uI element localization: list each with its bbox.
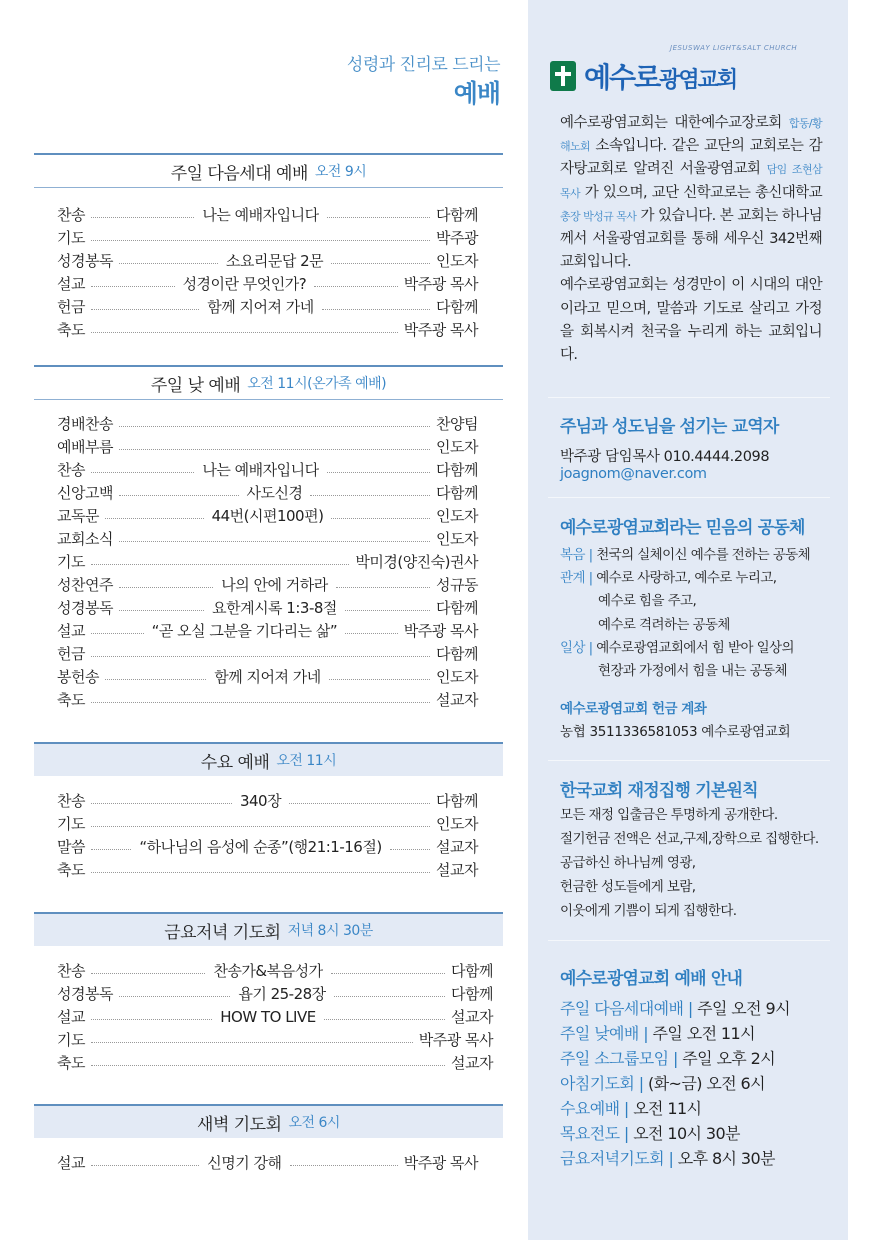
row-leader: 다함께 [436, 298, 478, 316]
row-content: “하나님의 음성에 순종”(행21:1-16절) [139, 838, 382, 856]
community-title: 예수로광염교회라는 믿음의 공동체 [560, 518, 805, 538]
divider [548, 397, 830, 398]
row-label: 찬송 [57, 792, 85, 810]
dot-leader [329, 679, 430, 680]
dot-leader [91, 472, 194, 473]
schedule-item: 주일 소그룹모임 | 주일 오후 2시 [560, 1049, 776, 1068]
service-row [57, 858, 478, 881]
row-label: 축도 [57, 861, 85, 879]
row-label: 설교 [57, 275, 85, 293]
principle-line: 절기헌금 전액은 선교,구제,장학으로 집행한다. [560, 831, 819, 847]
row-label: 찬송 [57, 206, 85, 224]
principles-title: 한국교회 재정집행 기본원칙 [560, 781, 758, 801]
church-introduction: 예수로광염교회는 대한예수교장로회 합동/황해노회 소속입니다. 같은 교단의 교회로는 감자탕교회로 알려진 서울광염교회 담임 조현삼 목사 가 있으며, 교단 신학교로는 총신대학교 총장 박성규 목사 가 있습니다. 본 교회는 하나님께서 서울광염교회를 통해 세우신 342번째 교회입니다. 예수로광염교회는 성경만이 이 시대의 대안이라고 믿으며, 말씀과 기도로 살리고 가정을 회복시켜 천국을 누리게 하는 교회입니다. [560, 115, 822, 364]
row-leader: 박주광 목사 [403, 275, 479, 293]
row-leader: 박주광 목사 [403, 321, 478, 339]
community-item: 관계 | 예수로 사랑하고, 예수로 누리고, [560, 570, 777, 587]
dot-leader [91, 1042, 413, 1043]
row-label: 헌금 [57, 645, 85, 663]
service-row [57, 835, 478, 858]
account-number: 농협 3511336581053 예수로광염교회 [560, 724, 791, 740]
community-item: 예수로 힘을 주고, [598, 593, 697, 610]
principle-line: 헌금한 성도들에게 보람, [560, 879, 696, 895]
principle-line: 이웃에게 기쁨이 되게 집행한다. [560, 903, 737, 919]
row-label: 축도 [57, 691, 85, 709]
row-content: 욥기 25-28장 [238, 985, 326, 1003]
dot-leader [119, 587, 213, 588]
service-row [57, 982, 493, 1005]
row-leader: 박주광 목사 [403, 1154, 479, 1172]
dot-leader [91, 217, 194, 218]
section-time: 저녁 8시 30분 [287, 923, 373, 939]
row-leader: 다함께 [451, 985, 493, 1003]
divider [548, 760, 830, 761]
section-title: 수요 예배 [200, 752, 270, 773]
row-leader: 성규동 [436, 576, 479, 594]
service-row [57, 642, 478, 665]
principles-list [560, 803, 819, 923]
row-label: 설교 [57, 1154, 85, 1172]
service-row [57, 272, 478, 295]
section-title: 주일 다음세대 예배 [170, 163, 308, 184]
dot-leader [327, 217, 430, 218]
row-leader: 인도자 [436, 438, 478, 456]
row-leader: 다함께 [436, 206, 479, 224]
dot-leader [119, 610, 204, 611]
row-leader: 다함께 [436, 599, 479, 617]
church-info-column [528, 0, 848, 1240]
schedule-list [560, 996, 790, 1171]
row-content: 나의 안에 거하라 [221, 576, 328, 594]
row-content: 찬송가&복음성가 [213, 962, 323, 980]
staff-title: 주님과 성도님을 섬기는 교역자 [560, 417, 779, 437]
section-rows-friday [57, 959, 493, 1074]
service-row [57, 573, 478, 596]
service-row [57, 619, 478, 642]
cross-icon [550, 61, 576, 91]
row-leader: 설교자 [436, 838, 479, 856]
row-leader: 설교자 [436, 691, 478, 709]
community-item: 복음 | 천국의 실체이신 예수를 전하는 공동체 [560, 547, 811, 563]
service-row [57, 226, 478, 249]
service-row [57, 550, 478, 573]
service-row [57, 1028, 493, 1051]
dot-leader [91, 702, 430, 703]
row-label: 찬송 [57, 962, 85, 980]
dot-leader [119, 996, 230, 997]
dot-leader [105, 518, 204, 519]
section-rows-sunday-nextgen [57, 203, 478, 341]
row-leader: 인도자 [436, 252, 478, 270]
community-item: 예수로 격려하는 공동체 [598, 616, 730, 633]
dot-leader [91, 656, 430, 657]
dot-leader [290, 1165, 398, 1166]
section-header-sunday-nextgen [34, 153, 503, 188]
service-row [57, 527, 478, 550]
section-header-dawn [34, 1104, 503, 1138]
row-label: 축도 [57, 321, 85, 339]
email-link[interactable]: joagnom@naver.com [560, 466, 707, 482]
dot-leader [345, 610, 430, 611]
row-content: 사도신경 [246, 484, 303, 502]
row-leader: 인도자 [436, 815, 478, 833]
dot-leader [91, 826, 430, 827]
section-rows-dawn [57, 1151, 478, 1174]
account-title: 예수로광염교회 헌금 계좌 [560, 701, 707, 717]
dot-leader [119, 541, 430, 542]
row-label: 봉헌송 [57, 668, 99, 686]
dot-leader [105, 679, 206, 680]
service-row [57, 249, 478, 272]
row-label: 교독문 [57, 507, 99, 525]
dot-leader [91, 332, 398, 333]
dot-leader [91, 1165, 199, 1166]
section-time: 오전 11시(온가족 예배) [247, 376, 387, 392]
row-leader: 설교자 [451, 1054, 493, 1072]
row-leader: 인도자 [436, 530, 478, 548]
dot-leader [390, 849, 430, 850]
row-label: 기도 [57, 815, 85, 833]
row-content: 성경이란 무엇인가? [182, 275, 307, 293]
service-row [57, 959, 493, 982]
community-item: 일상 | 예수로광염교회에서 힘 받아 일상의 [560, 639, 794, 656]
row-label: 설교 [57, 622, 85, 640]
row-leader: 다함께 [436, 484, 479, 502]
schedule-item: 목요전도 | 오전 10시 30분 [560, 1124, 740, 1143]
pastor-contact: 박주광 담임목사 010.4444.2098 [560, 449, 770, 465]
section-header-wednesday [34, 742, 503, 776]
dot-leader [310, 495, 430, 496]
row-label: 성찬연주 [57, 576, 113, 594]
schedule-item: 주일 다음세대예배 | 주일 오전 9시 [560, 999, 790, 1018]
row-leader: 인도자 [436, 668, 478, 686]
dot-leader [331, 518, 430, 519]
divider [548, 497, 830, 498]
dot-leader [91, 564, 349, 565]
section-title: 금요저녁 기도회 [164, 922, 281, 943]
heading-subtitle: 성령과 진리로 드리는 [346, 55, 500, 75]
principle-line: 공급하신 하나님께 영광, [560, 855, 696, 871]
dot-leader [324, 1019, 445, 1020]
row-leader: 다함께 [436, 645, 478, 663]
row-label: 신앙고백 [57, 484, 113, 502]
dot-leader [91, 286, 175, 287]
dot-leader [336, 587, 430, 588]
row-content: 함께 지어져 가네 [214, 668, 321, 686]
row-label: 기도 [57, 553, 85, 571]
row-label: 기도 [57, 1031, 85, 1049]
row-leader: 인도자 [436, 507, 479, 525]
row-content: HOW TO LIVE [220, 1007, 316, 1026]
church-logo [550, 44, 798, 96]
row-label: 교회소식 [57, 530, 113, 548]
dot-leader [345, 633, 398, 634]
service-row [57, 789, 478, 812]
row-leader: 찬양팀 [436, 415, 478, 433]
schedule-item: 수요예배 | 오전 11시 [560, 1099, 702, 1118]
row-content: 소요리문답 2문 [225, 252, 324, 270]
service-row [57, 504, 478, 527]
row-content: 요한계시록 1:3-8절 [212, 599, 337, 617]
row-content: “곧 오실 그분을 기다리는 삶” [151, 622, 338, 640]
service-row [57, 318, 478, 341]
service-row [57, 812, 478, 835]
service-row [57, 688, 478, 711]
dot-leader [334, 996, 445, 997]
section-time: 오전 11시 [276, 753, 337, 769]
row-content: 44번(시편100편) [211, 507, 324, 525]
row-label: 성경봉독 [57, 985, 113, 1003]
row-leader: 설교자 [436, 861, 478, 879]
row-content: 나는 예배자입니다 [202, 206, 319, 224]
row-label: 경배찬송 [57, 415, 113, 433]
dot-leader [91, 240, 430, 241]
row-label: 기도 [57, 229, 85, 247]
service-row [57, 665, 478, 688]
row-content: 340장 [239, 792, 282, 810]
row-leader: 다함께 [436, 461, 479, 479]
row-label: 성경봉독 [57, 252, 113, 270]
row-leader: 박주광 목사 [403, 622, 478, 640]
dot-leader [331, 263, 430, 264]
row-leader: 설교자 [451, 1008, 494, 1026]
logo-english-name: JESUSWAY LIGHT&SALT CHURCH [670, 44, 798, 52]
dot-leader [119, 449, 430, 450]
dot-leader [91, 973, 205, 974]
row-label: 예배부름 [57, 438, 113, 456]
section-time: 오전 6시 [288, 1115, 340, 1131]
service-row [57, 481, 478, 504]
row-leader: 다함께 [436, 792, 478, 810]
row-label: 성경봉독 [57, 599, 113, 617]
heading-title: 예배 [453, 79, 500, 108]
service-row [57, 458, 478, 481]
schedule-title: 예수로광염교회 예배 안내 [560, 969, 743, 989]
dot-leader [119, 426, 430, 427]
row-content: 신명기 강해 [207, 1154, 282, 1172]
row-leader: 박주광 [436, 229, 478, 247]
row-label: 말씀 [57, 838, 85, 856]
row-label: 축도 [57, 1054, 85, 1072]
dot-leader [91, 1019, 212, 1020]
community-item: 현장과 가정에서 힘을 내는 공동체 [598, 663, 787, 680]
dot-leader [119, 495, 239, 496]
service-row [57, 435, 478, 458]
dot-leader [327, 472, 430, 473]
logo-wordmark: 예수로광염교회 [584, 61, 737, 94]
dot-leader [119, 263, 218, 264]
community-list [560, 544, 810, 683]
row-leader: 박미경(양진숙)권사 [355, 553, 478, 571]
section-header-friday [34, 912, 503, 946]
service-row [57, 295, 478, 318]
schedule-item: 금요저녁기도회 | 오후 8시 30분 [560, 1149, 775, 1168]
schedule-item: 아침기도회 | (화~금) 오전 6시 [560, 1074, 765, 1093]
dot-leader [91, 803, 232, 804]
row-label: 설교 [57, 1008, 85, 1026]
service-row [57, 412, 478, 435]
section-title: 새벽 기도회 [197, 1114, 282, 1135]
row-leader: 박주광 목사 [418, 1031, 493, 1049]
service-row [57, 203, 478, 226]
service-row [57, 1151, 478, 1174]
dot-leader [91, 872, 430, 873]
dot-leader [322, 309, 430, 310]
dot-leader [91, 633, 144, 634]
service-row [57, 1005, 493, 1028]
section-header-sunday-main [34, 365, 503, 400]
row-content: 나는 예배자입니다 [202, 461, 319, 479]
dot-leader [91, 1065, 445, 1066]
dot-leader [314, 286, 398, 287]
row-label: 헌금 [57, 298, 85, 316]
section-title: 주일 낮 예배 [150, 375, 241, 396]
section-time: 오전 9시 [314, 164, 367, 180]
section-rows-sunday-main [57, 412, 478, 711]
section-rows-wednesday [57, 789, 478, 881]
service-row [57, 1051, 493, 1074]
dot-leader [91, 309, 199, 310]
service-row [57, 596, 478, 619]
dot-leader [91, 849, 131, 850]
row-label: 찬송 [57, 461, 85, 479]
dot-leader [331, 973, 445, 974]
dot-leader [289, 803, 430, 804]
schedule-item: 주일 낮예배 | 주일 오전 11시 [560, 1024, 755, 1043]
row-content: 함께 지어져 가네 [207, 298, 314, 316]
row-leader: 다함께 [451, 962, 494, 980]
divider [548, 940, 830, 941]
principle-line: 모든 재정 입출금은 투명하게 공개한다. [560, 807, 778, 823]
